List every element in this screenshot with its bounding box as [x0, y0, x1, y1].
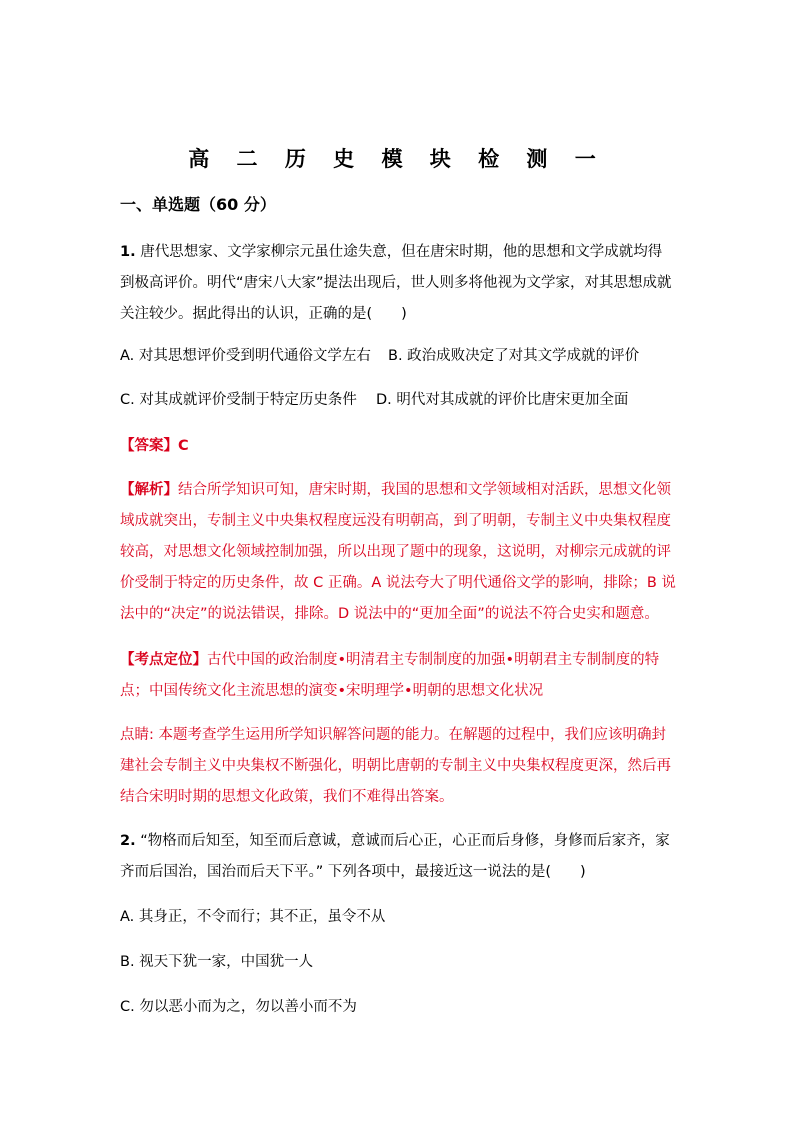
question-2-option-b: B. 视天下犹一家，中国犹一人	[120, 954, 314, 970]
question-2-number: 2.	[120, 833, 136, 849]
document-title: 高 二 历 史 模 块 检 测 一	[188, 147, 606, 171]
question-1-number: 1.	[120, 244, 136, 260]
answer-value: C	[178, 438, 189, 454]
question-1-knowledge-point	[120, 645, 676, 707]
knowledge-point-text: 古代中国的政治制度•明清君主专制制度的加强•明朝君主专制制度的特点；中国传统文化主流思想的演变•宋明理学•明朝的思想文化状况	[120, 652, 660, 699]
question-2-text: “物格而后知至，知至而后意诚，意诚而后心正，心正而后身修，身修而后家齐，家齐而后国治，国治而后天下平。” 下列各项中，最接近这一说法的是( )	[120, 833, 670, 880]
analysis-text: 结合所学知识可知，唐宋时期，我国的思想和文学领域相对活跃，思想文化领域成就突出，专制主义中央集权程度远没有明朝高，到了明朝，专制主义中央集权程度较高，对思想文化领域控制加强，所以出现了题中的现象，这说明，对柳宗元成就的评价受制于特定的历史条件，故 C 正确。A 说法夸大了明代通俗文学的影响，排除；B 说法中的“决定”的说法错误，排除。D 说法中的“更加全面”的说法不符合史实和题意。	[120, 482, 676, 622]
question-2-stem	[120, 826, 676, 888]
question-1-option-b: B. 政治成败决定了对其文学成就的评价	[388, 348, 640, 364]
question-1-answer	[120, 431, 676, 462]
question-1-analysis	[120, 475, 676, 630]
tip-label: 点睛:	[120, 727, 154, 743]
question-1-tip	[120, 720, 676, 813]
analysis-label: 【解析】	[120, 482, 178, 498]
answer-label: 【答案】	[120, 438, 178, 454]
tip-text: 本题考查学生运用所学知识解答问题的能力。在解题的过程中，我们应该明确封建社会专制主义中央集权不断强化，明朝比唐朝的专制主义中央集权程度更深，然后再结合宋明时期的思想文化政策，我们不难得出答案。	[120, 727, 671, 805]
question-1-option-c: C. 对其成就评价受制于特定历史条件	[120, 392, 357, 408]
question-2-option-a: A. 其身正，不令而行；其不正，虽令不从	[120, 909, 386, 925]
question-1-option-a: A. 对其思想评价受到明代通俗文学左右	[120, 348, 371, 364]
question-1-text: 唐代思想家、文学家柳宗元虽仕途失意，但在唐宋时期，他的思想和文学成就均得到极高评价。明代“唐宋八大家”提法出现后，世人则多将他视为文学家，对其思想成就关注较少。据此得出的认识，正确的是( )	[120, 244, 672, 322]
question-2-option-c: C. 勿以恶小而为之，勿以善小而不为	[120, 999, 357, 1015]
section-heading: 一、单选题（60 分）	[120, 195, 276, 214]
knowledge-point-label: 【考点定位】	[120, 652, 207, 668]
question-1-stem	[120, 237, 676, 330]
question-1-option-d: D. 明代对其成就的评价比唐宋更加全面	[376, 392, 629, 408]
